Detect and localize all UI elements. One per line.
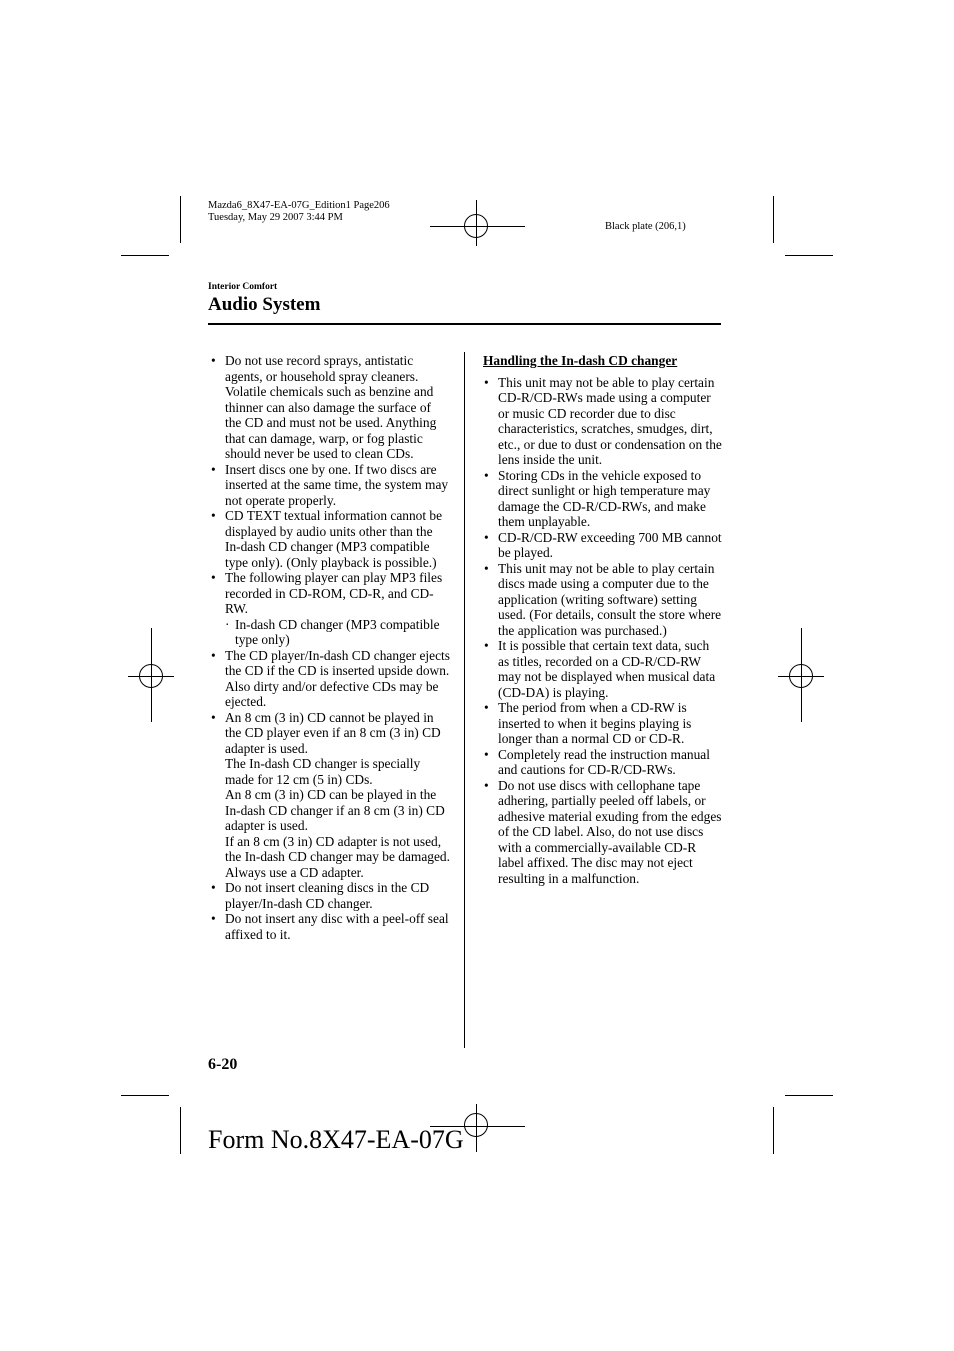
- bullet-icon: •: [211, 570, 216, 585]
- bullet-icon: •: [211, 647, 216, 663]
- file-info: [208, 200, 390, 224]
- list-item: [483, 700, 723, 747]
- list-item-text: This unit may not be able to play certain CD-R/CD-RWs made using a computer or music CD recorder due to disc characteristics, scratches, smudges, dirt, etc., or due to dust or condensation on the lens inside the unit.: [498, 374, 722, 467]
- crop-mark: [785, 1095, 833, 1096]
- bullet-icon: •: [211, 508, 216, 523]
- list-item: [210, 570, 450, 648]
- list-item: [210, 648, 450, 710]
- list-item: [210, 880, 450, 911]
- bullet-icon: •: [484, 560, 489, 576]
- form-number: Form No.8X47-EA-07G: [208, 1125, 464, 1154]
- sub-list-item: [225, 617, 450, 648]
- right-column: [483, 353, 723, 886]
- file-info-date: Tuesday, May 29 2007 3:44 PM: [208, 212, 343, 223]
- crop-mark: [121, 255, 169, 256]
- sub-bullet-icon: ·: [225, 616, 230, 632]
- crop-mark: [785, 255, 833, 256]
- list-item-paragraph: If an 8 cm (3 in) CD adapter is not used, the In-dash CD changer may be damaged. Always use a CD adapter.: [225, 833, 450, 880]
- list-item: [210, 911, 450, 942]
- list-item: [483, 468, 723, 530]
- subsection-heading: Handling the In-dash CD changer: [483, 353, 678, 368]
- list-item-text: The following player can play MP3 files recorded in CD-ROM, CD-R, and CD-RW.: [225, 570, 443, 616]
- bullet-icon: •: [484, 529, 489, 545]
- bullet-icon: •: [211, 461, 216, 477]
- list-item-text: CD-R/CD-RW exceeding 700 MB cannot be played.: [498, 529, 722, 560]
- list-item: [483, 530, 723, 561]
- bullet-icon: •: [484, 700, 489, 715]
- list-item: [483, 375, 723, 468]
- crop-mark: [180, 1107, 181, 1154]
- bullet-icon: •: [484, 638, 489, 653]
- bullet-icon: •: [484, 777, 489, 793]
- list-item-paragraph: The In-dash CD changer is specially made for 12 cm (5 in) CDs.: [225, 756, 421, 787]
- page-number: 6-20: [208, 1056, 238, 1073]
- list-item: [483, 778, 723, 887]
- list-item-text: This unit may not be able to play certain discs made using a computer due to the application (writing software) setting used. (For details, consult the store where the application was purchased.): [498, 560, 722, 638]
- list-item-text: An 8 cm (3 in) CD cannot be played in the CD player even if an 8 cm (3 in) CD adapter is used.: [225, 709, 441, 756]
- bullet-icon: •: [211, 709, 216, 725]
- bullet-icon: •: [484, 746, 489, 762]
- list-item: [483, 638, 723, 700]
- bullet-icon: •: [211, 353, 216, 368]
- crop-mark: [773, 1107, 774, 1154]
- list-item-text: Do not insert any disc with a peel-off seal affixed to it.: [225, 911, 449, 942]
- list-item-text: Do not use record sprays, antistatic agents, or household spray cleaners. Volatile chemicals such as benzine and thinner can also damage the surface of the CD and must not be used. Anything that can damage, warp, or fog plastic should never be used to clean CDs.: [225, 353, 437, 461]
- list-item-text: Completely read the instruction manual and cautions for CD-R/CD-RWs.: [498, 746, 710, 777]
- bullet-icon: •: [484, 374, 489, 390]
- column-divider: [464, 352, 465, 1048]
- list-item-text: It is possible that certain text data, such as titles, recorded on a CD-R/CD-RW may not be displayed when musical data (CD-DA) is playing.: [498, 638, 716, 700]
- file-info-line: Mazda6_8X47-EA-07G_Edition1 Page206: [208, 200, 390, 211]
- list-item-text: CD TEXT textual information cannot be displayed by audio units other than the In-dash CD changer (MP3 compatible type only). (Only playback is possible.): [225, 508, 443, 570]
- list-item: [210, 462, 450, 509]
- page-title: Audio System: [208, 294, 321, 315]
- list-item-text: Insert discs one by one. If two discs are inserted at the same time, the system may not operate properly.: [225, 461, 449, 508]
- list-item-text: The period from when a CD-RW is inserted to when it begins playing is longer than a normal CD or CD-R.: [498, 700, 692, 746]
- list-item: [210, 508, 450, 570]
- left-column: [210, 353, 450, 942]
- crop-mark: [773, 196, 774, 243]
- list-item-text: Do not use discs with cellophane tape adhering, partially peeled off labels, or adhesive material exuding from the edges of the CD label. Also, do not use discs with a commercially-available CD-R label affixed. The disc may not eject resulting in a malfunction.: [498, 777, 722, 886]
- list-item-text: Do not insert cleaning discs in the CD player/In-dash CD changer.: [225, 880, 430, 911]
- crop-mark: [121, 1095, 169, 1096]
- crop-mark: [180, 196, 181, 243]
- list-item: [210, 353, 450, 462]
- bullet-icon: •: [484, 467, 489, 483]
- list-item: [483, 561, 723, 639]
- list-item-text: Storing CDs in the vehicle exposed to direct sunlight or high temperature may damage the CD-R/CD-RWs, and make them unplayable.: [498, 467, 711, 529]
- section-category: Interior Comfort: [208, 282, 278, 292]
- sub-list-item-text: In-dash CD changer (MP3 compatible type only): [235, 616, 440, 647]
- plate-label: Black plate (206,1): [605, 221, 686, 232]
- list-item-text: The CD player/In-dash CD changer ejects the CD if the CD is inserted upside down. Also dirty and/or defective CDs may be ejected.: [225, 647, 450, 709]
- list-item: [210, 710, 450, 881]
- title-rule: [208, 323, 721, 325]
- list-item: [483, 747, 723, 778]
- list-item-paragraph: An 8 cm (3 in) CD can be played in the In-dash CD changer if an 8 cm (3 in) CD adapter is used.: [225, 787, 445, 833]
- bullet-icon: •: [211, 880, 216, 895]
- bullet-icon: •: [211, 911, 216, 926]
